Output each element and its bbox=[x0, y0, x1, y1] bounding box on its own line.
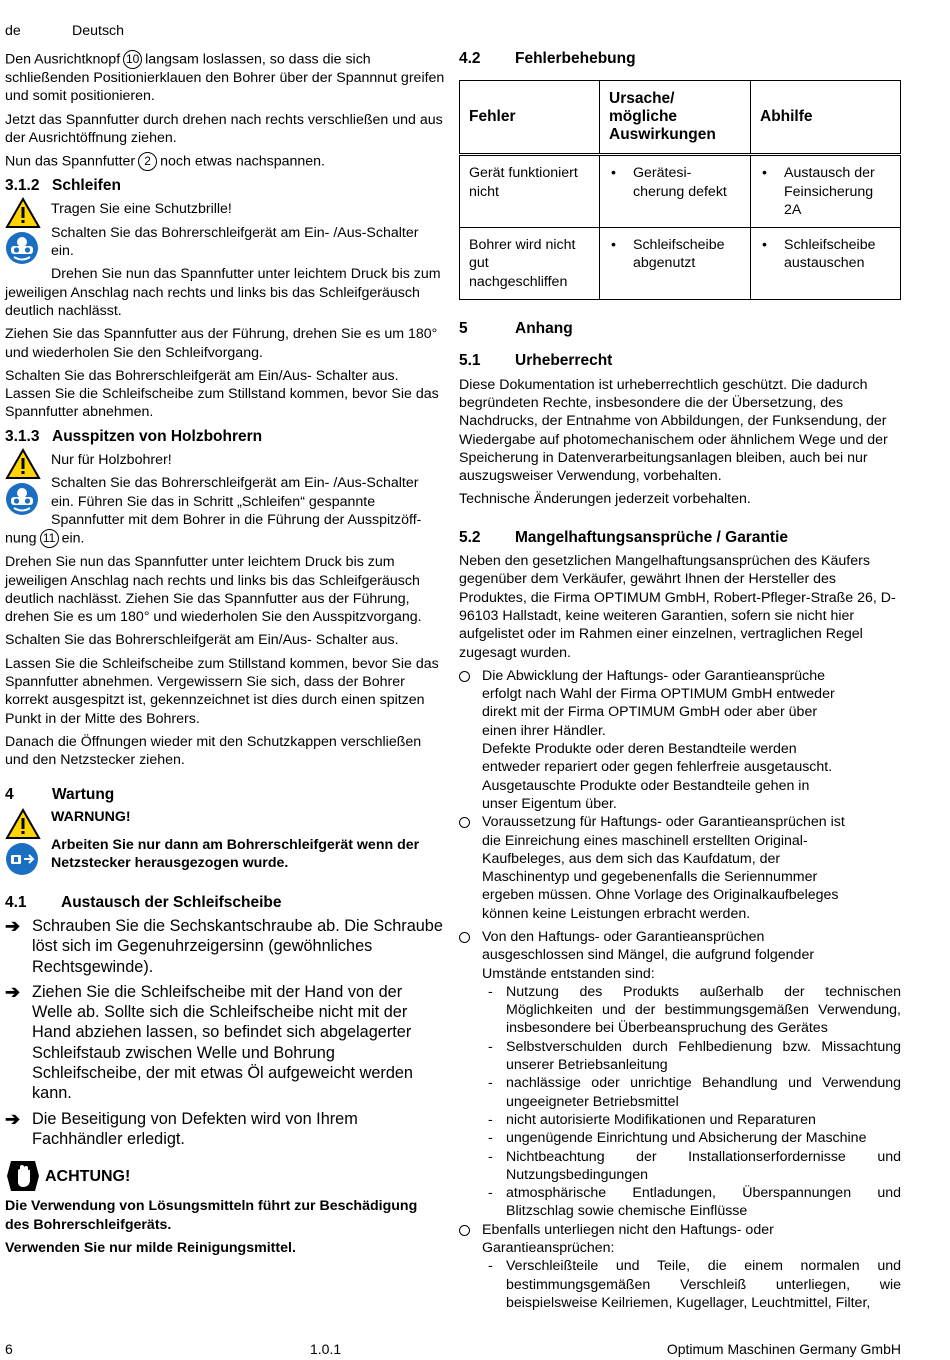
list-item: - Nichtbeachtung der Installationserfordernisse und Nutzungsbedingungen bbox=[488, 1148, 901, 1183]
paragraph: Den Ausrichtknopf 10 langsam loslassen, so dass die sich schließenden Positionierklauen den Bohrer über der Spannnut greifen und somit positionieren. bbox=[5, 51, 445, 105]
paragraph: Lassen Sie die Schleifscheibe zum Stillstand kommen, bevor Sie das Spannfutter abnehmen. Vergewissern Sie sich, dass der Bohrer korrekt ausgespitzt ist, gekennzeichnet ist dies durch einen spitzen Punkt in der Mitte des Bohrers. bbox=[5, 655, 439, 727]
table-row bbox=[460, 228, 901, 300]
paragraph: Schalten Sie das Bohrerschleifgerät am Ein- /Aus-Schalter ein. Führen Sie das in Schritt „Schleifen“ gespannte Spannfutter mit dem Bohrer in die Führung der Ausspitzöff- bbox=[51, 475, 422, 528]
version-number: 1.0.1 bbox=[310, 1341, 342, 1357]
paragraph: Schalten Sie das Bohrerschleifgerät am Ein/Aus- Schalter aus. Lassen Sie die Schleifscheibe zum Stillstand kommen, bevor Sie das Spannfutter abnehmen. bbox=[5, 367, 439, 421]
right-column bbox=[459, 50, 901, 1312]
arrow-right-icon: ➔ bbox=[5, 981, 21, 1002]
bullet-circle-icon bbox=[459, 1225, 470, 1236]
list-item: ➔ Schrauben Sie die Sechskantschraube ab. Die Schraube löst sich im Gegenuhrzeigersinn (gewöhnliches Rechtsgewinde). bbox=[5, 915, 443, 976]
table-cell: Gerät funktioniert nicht bbox=[460, 155, 600, 228]
paragraph: Drehen Sie nun das Spannfutter unter leichtem Druck bis zum jeweiligen Anschlag nach rechts und links bis das Schleifgeräusch deutlich nachlässt. Ziehen Sie das Spannfutter aus der Führung, drehen Sie es um 180° und wiederholen Sie den Ausspitzvorgang. bbox=[5, 554, 422, 626]
warning-triangle-icon bbox=[5, 197, 41, 229]
attention-text: Verwenden Sie nur milde Reinigungsmittel. bbox=[5, 1239, 296, 1256]
language-name: Deutsch bbox=[72, 23, 125, 39]
list-item: - Selbstverschulden durch Fehlbedienung bzw. Missachtung unserer Betriebsanleitung bbox=[488, 1038, 901, 1074]
table-cell: • Schleifscheibe abgenutzt bbox=[600, 228, 751, 300]
warning-text: Arbeiten Sie nur dann am Bohrerschleifgerät wenn der Netzstecker herausgezogen wurde. bbox=[51, 837, 420, 872]
section-heading-4: 4 Wartung bbox=[5, 785, 115, 803]
paragraph: Nun das Spannfutter 2 noch etwas nachspannen. bbox=[5, 153, 325, 170]
paragraph: Neben den gesetzlichen Mangelhaftungsansprüchen des Käufers gegenüber dem Verkäufer, gewährt Ihnen der Hersteller des Produktes, die Firma OPTIMUM GmbH, Robert-Pfleger-Straße 26, D-96103 Hallstadt, keine weiteren Garantien, sofern sie nicht hier aufgelistet oder im Rahmen einer einzelnen, vertraglichen Regel zugesagt wurden. bbox=[459, 553, 896, 661]
table-cell: • Schleifscheibe austauschen bbox=[751, 228, 901, 300]
reference-number: 10 bbox=[123, 50, 142, 69]
reference-number: 2 bbox=[138, 152, 157, 171]
section-heading-3-1-3: 3.1.3 Ausspitzen von Holzbohrern bbox=[5, 427, 263, 445]
list-item: - Nutzung des Produkts außerhalb der technischen Möglichkeiten und der bestimmungsgemäßen Verwendung, insbesondere bei Überbeanspruchung des Gerätes bbox=[488, 983, 901, 1037]
attention-hand-icon bbox=[5, 1159, 41, 1193]
section-heading-4-1: 4.1 Austausch der Schleifscheibe bbox=[5, 893, 282, 911]
goggles-mandatory-icon bbox=[5, 231, 39, 265]
safety-block bbox=[5, 451, 445, 548]
reference-number: 11 bbox=[40, 529, 59, 548]
instruction-list bbox=[5, 916, 445, 1149]
paragraph: Schalten Sie das Bohrerschleifgerät am Ein- /Aus-Schalter ein. bbox=[51, 224, 419, 260]
list-item: - atmosphärische Entladungen, Überspannungen und Blitzschlag sowie chemische Einflüsse bbox=[488, 1185, 901, 1220]
list-item: ➔ Die Beseitigung von Defekten wird von Ihrem Fachhändler erledigt. bbox=[5, 1108, 358, 1148]
section-heading-5-1: 5.1 Urheberrecht bbox=[459, 352, 613, 370]
table-header: Abhilfe bbox=[751, 81, 901, 155]
section-heading-5-2: 5.2 Mangelhaftungsansprüche / Garantie bbox=[459, 528, 789, 546]
paragraph: Diese Dokumentation ist urheberrechtlich geschützt. Die dadurch begründeten Rechte, insbesondere die der Übersetzung, des Nachdrucks, der Entnahme von Abbildungen, der Funksendung, der Wiedergabe auf photomechanischem oder ähnlichem Wege und der Speicherung in Datenverarbeitungsanlagen bleiben, auch bei nur auszugsweiser Verwendung, vorbehalten. bbox=[459, 376, 888, 485]
section-heading-3-1-2: 3.1.2 Schleifen bbox=[5, 177, 121, 195]
bullet-circle-icon bbox=[459, 932, 470, 943]
bullet-circle-icon bbox=[459, 817, 470, 828]
list-item: - nachlässige oder unrichtige Behandlung und Verwendung ungeeigneter Betriebsmittel bbox=[488, 1075, 901, 1110]
attention-header bbox=[5, 1159, 445, 1195]
warning-triangle-icon bbox=[5, 448, 41, 480]
attention-label: ACHTUNG! bbox=[45, 1168, 131, 1186]
exclusion-list bbox=[459, 983, 901, 1221]
table-header-row bbox=[460, 81, 901, 155]
bullet-circle-icon bbox=[459, 671, 470, 682]
safety-block bbox=[5, 200, 445, 320]
table-row bbox=[460, 155, 901, 228]
table-header: Fehler bbox=[460, 81, 600, 155]
goggles-mandatory-icon bbox=[5, 482, 39, 516]
warning-block bbox=[5, 808, 445, 873]
arrow-right-icon: ➔ bbox=[5, 915, 21, 936]
paragraph: Technische Änderungen jederzeit vorbehalten. bbox=[459, 491, 751, 508]
warning-label: WARNUNG! bbox=[51, 808, 131, 825]
paragraph: Jetzt das Spannfutter durch drehen nach rechts verschließen und aus der Ausrichtöffnung ziehen. bbox=[5, 111, 443, 146]
paragraph: Nur für Holzbohrer! bbox=[51, 452, 172, 469]
section-heading-4-2: 4.2 Fehlerbehebung bbox=[459, 50, 636, 67]
unplug-mandatory-icon bbox=[5, 842, 39, 876]
section-heading-5: 5 Anhang bbox=[459, 320, 573, 338]
table-cell: • Austausch der Feinsicherung 2A bbox=[751, 155, 901, 228]
paragraph: Drehen Sie nun das Spannfutter unter leichtem Druck bis zum jeweiligen Anschlag nach rechts und links bis das Schleifgeräusch deutlich nachlässt. bbox=[5, 266, 441, 319]
language-code: de bbox=[5, 23, 21, 39]
list-item: ➔ Ziehen Sie die Schleifscheibe mit der Hand von der Welle ab. Sollte sich die Schleifscheibe nicht mit der Hand abziehen lassen, so befindet sich abgelagerter Schleifstaub zwischen Welle und Bohrung Schleifscheibe, der mit etwas Öl aufgeweicht werden kann. bbox=[5, 981, 413, 1103]
table-header: Ursache/ mögliche Auswirkungen bbox=[600, 81, 751, 155]
paragraph: nung 11 ein. bbox=[5, 530, 85, 547]
table-cell: • Gerätesi-cherung defekt bbox=[600, 155, 751, 228]
paragraph: Danach die Öffnungen wieder mit den Schutzkappen verschließen und den Netzstecker ziehen. bbox=[5, 733, 422, 769]
list-item: Ebenfalls unterliegen nicht den Haftungs- oder Garantieansprüchen: bbox=[459, 1221, 901, 1258]
list-item: Voraussetzung für Haftungs- oder Garantieansprüchen ist die Einreichung eines maschinell erstellten Original-Kaufbeleges, aus dem sich das Kaufdatum, der Maschinentyp und gegebenenfalls die Seriennummer ergeben müssen. Ohne Vorlage des Originalkaufbeleges können keine Leistungen erbracht werden. bbox=[459, 813, 901, 923]
table-cell: Bohrer wird nicht gut nachgeschliffen bbox=[460, 228, 600, 300]
page-number: 6 bbox=[5, 1341, 13, 1357]
attention-text: Die Verwendung von Lösungsmitteln führt zur Beschädigung des Bohrerschleifgeräts. bbox=[5, 1198, 418, 1233]
list-item: Von den Haftungs- oder Garantieansprüchen ausgeschlossen sind Mängel, die aufgrund folgender Umstände entstanden sind: bbox=[459, 928, 901, 983]
list-item: Die Abwicklung der Haftungs- oder Garantieansprüche erfolgt nach Wahl der Firma OPTIMUM GmbH entweder direkt mit der Firma OPTIMUM GmbH oder aber über einen ihrer Händler. Defekte Produkte oder deren Bestandteile werden entweder repariert oder gegen fehlerfreie ausgetauscht. Ausgetauschte Produkte oder Bestandteile gehen in unser Eigentum über. bbox=[459, 667, 901, 813]
paragraph: Ziehen Sie das Spannfutter aus der Führung, drehen Sie es um 180° und wiederholen Sie den Schleifvorgang. bbox=[5, 326, 438, 361]
troubleshooting-table bbox=[459, 80, 901, 300]
page-header bbox=[5, 22, 125, 40]
list-item: - ungenügende Einrichtung und Absicherung der Maschine bbox=[488, 1130, 867, 1147]
warning-triangle-icon bbox=[5, 808, 41, 840]
arrow-right-icon: ➔ bbox=[5, 1108, 21, 1129]
list-item: - nicht autorisierte Modifikationen und Reparaturen bbox=[488, 1111, 816, 1128]
company-name: Optimum Maschinen Germany GmbH bbox=[666, 1341, 901, 1357]
left-column bbox=[5, 50, 445, 1257]
paragraph: Schalten Sie das Bohrerschleifgerät am Ein/Aus- Schalter aus. bbox=[5, 632, 399, 649]
list-item: - Verschleißteile und Teile, die einem normalen und bestimmungsgemäßen Verschleiß unterliegen, wie beispielsweise Keilriemen, Kugellager, Leuchtmittel, Filter, bbox=[488, 1258, 901, 1311]
paragraph: Tragen Sie eine Schutzbrille! bbox=[51, 201, 232, 218]
